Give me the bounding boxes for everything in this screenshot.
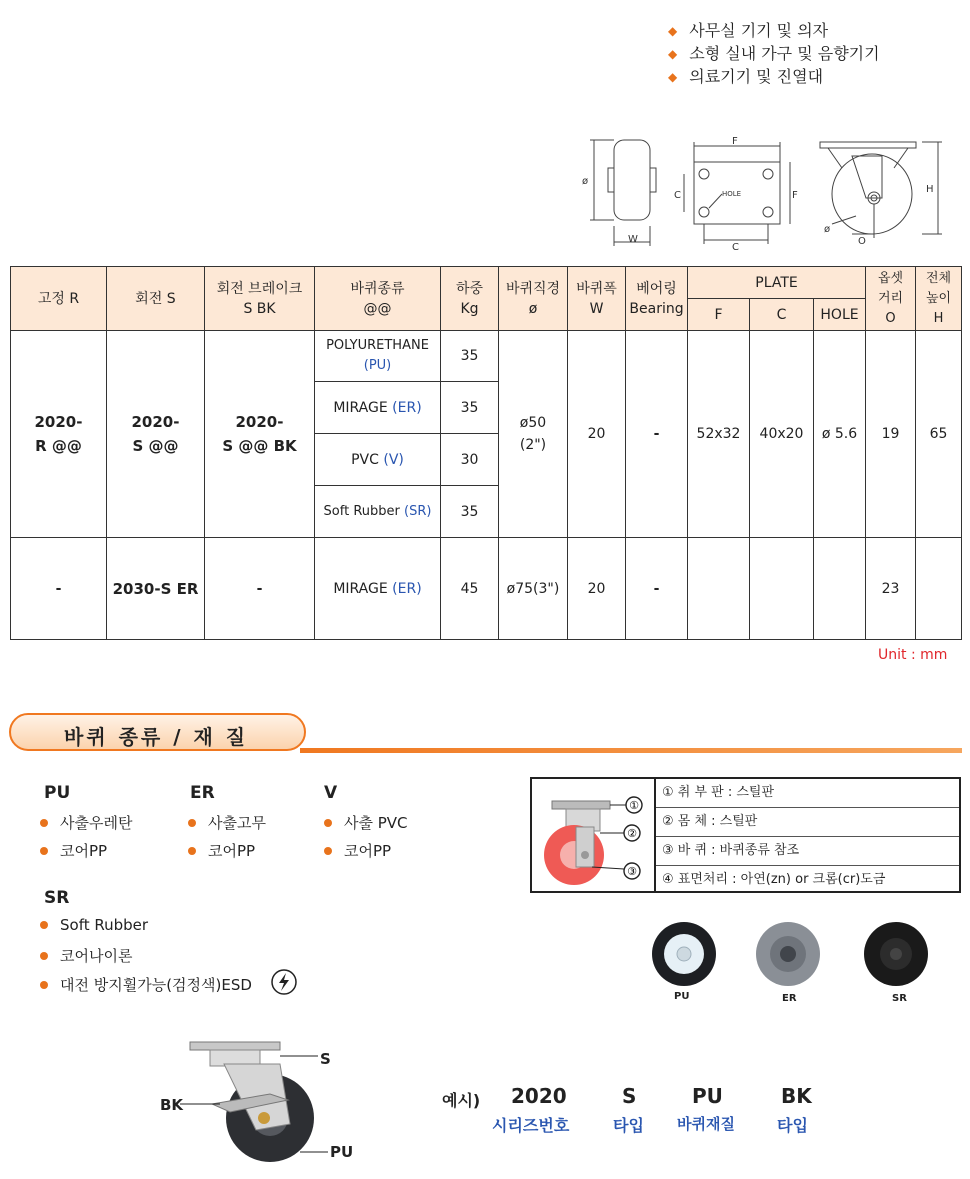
- diamond-bullet-icon: ◆: [668, 70, 678, 84]
- cell-wheel-type: Soft Rubber (SR): [315, 486, 441, 538]
- label-f-top: F: [732, 136, 738, 147]
- cell-plate-c: [750, 538, 814, 640]
- label-phi: ø: [582, 176, 589, 187]
- wheel-sr-label: SR: [892, 993, 907, 1004]
- marker-2: ②: [627, 827, 637, 840]
- label-h: H: [926, 184, 934, 195]
- header-height: 전체 높이 H: [916, 267, 962, 331]
- cell-swivel-model: 2020- S @@: [107, 331, 205, 538]
- cell-diameter: ø75(3"): [499, 538, 568, 640]
- cell-diameter: ø50 (2"): [499, 331, 568, 538]
- cell-wheel-type: MIRAGE (ER): [315, 538, 441, 640]
- header-load: 하중 Kg: [441, 267, 499, 331]
- cell-plate-hole: ø 5.6: [814, 331, 866, 538]
- list-item: 코어나이론: [40, 945, 132, 966]
- list-item: 사출 PVC: [324, 812, 408, 833]
- header-bearing: 베어링 Bearing: [626, 267, 688, 331]
- bullet-icon: [40, 847, 48, 855]
- side-plate-shape: [820, 142, 916, 148]
- header-diameter: 바퀴직경 ø: [499, 267, 568, 331]
- esd-lightning-icon: [270, 968, 298, 996]
- label-phi-side: ø: [824, 224, 831, 235]
- cell-load: 35: [441, 331, 499, 382]
- cell-load: 45: [441, 538, 499, 640]
- cell-plate-hole: [814, 538, 866, 640]
- table-row: [11, 331, 962, 382]
- example-code-series: 2020: [511, 1084, 567, 1108]
- label-bk: BK: [160, 1096, 184, 1114]
- example-code-wheel: PU: [692, 1084, 723, 1108]
- example-meaning-type: 타입: [613, 1116, 644, 1135]
- label-c-bottom: C: [732, 242, 739, 252]
- diamond-bullet-icon: ◆: [668, 47, 678, 61]
- cell-plate-c: 40x20: [750, 331, 814, 538]
- cell-wheel-type: POLYURETHANE (PU): [315, 331, 441, 382]
- cell-wheel-type: MIRAGE (ER): [315, 382, 441, 434]
- cell-width: 20: [568, 331, 626, 538]
- header-wheel-type: 바퀴종류 @@: [315, 267, 441, 331]
- header-offset: 옵셋 거리 O: [866, 267, 916, 331]
- bullet-icon: [324, 847, 332, 855]
- header-plate: PLATE: [688, 267, 866, 299]
- cell-fixed-model: -: [11, 538, 107, 640]
- cell-plate-f: 52x32: [688, 331, 750, 538]
- material-pu-title: PU: [44, 783, 71, 803]
- parts-spec-box: [530, 777, 961, 893]
- list-item: 대전 방지휠가능(검정색)ESD: [40, 974, 252, 995]
- parts-row: ③ 바 퀴 : 바퀴종류 참조: [656, 837, 959, 866]
- wheel-hub-right: [650, 168, 656, 192]
- bullet-icon: [40, 952, 48, 960]
- cell-width: 20: [568, 538, 626, 640]
- bullet-icon: [40, 981, 48, 989]
- header-brake: 회전 브레이크 S BK: [205, 267, 315, 331]
- wheel-pu-label: PU: [674, 991, 690, 1002]
- list-item: Soft Rubber: [40, 916, 148, 934]
- cell-load: 35: [441, 486, 499, 538]
- application-item: ◆ 소형 실내 가구 및 음향기기: [668, 44, 880, 63]
- parts-row: ① 취 부 판 : 스틸판: [656, 779, 959, 808]
- parts-row: ④ 표면처리 : 아연(zn) or 크롬(cr)도금: [662, 872, 886, 887]
- bullet-icon: [40, 819, 48, 827]
- diamond-bullet-icon: ◆: [668, 24, 678, 38]
- marker-1: ①: [629, 799, 639, 812]
- parts-list: [654, 779, 959, 891]
- label-hole: HOLE: [722, 190, 742, 198]
- header-width: 바퀴폭 W: [568, 267, 626, 331]
- cell-brake-model: 2020- S @@ BK: [205, 331, 315, 538]
- cell-height: 65: [916, 331, 962, 538]
- wheel-sr-image: [862, 920, 932, 992]
- bullet-icon: [324, 819, 332, 827]
- label-c-left: C: [674, 190, 681, 201]
- cell-swivel-model: 2030-S ER: [107, 538, 205, 640]
- example-meaning-series: 시리즈번호: [492, 1116, 570, 1135]
- spec-table: [10, 266, 962, 640]
- marker-3: ③: [627, 865, 637, 878]
- list-item: 사출우레탄: [40, 812, 132, 833]
- cell-load: 35: [441, 382, 499, 434]
- list-item: 사출고무: [188, 812, 266, 833]
- header-plate-hole: HOLE: [814, 299, 866, 331]
- cell-height: [916, 538, 962, 640]
- caster-dimension-diagram: [576, 134, 964, 252]
- label-pu: PU: [330, 1143, 354, 1161]
- cell-bearing: -: [626, 331, 688, 538]
- cell-brake-model: -: [205, 538, 315, 640]
- material-er-title: ER: [190, 783, 215, 803]
- application-item: ◆ 의료기기 및 진열대: [668, 67, 824, 86]
- parts-row: ② 몸 체 : 스틸판: [656, 808, 959, 837]
- applications-list: [668, 20, 880, 89]
- header-fixed: 고정 R: [11, 267, 107, 331]
- caster-photo-illustration: [538, 793, 650, 889]
- wheel-er-image: [754, 920, 824, 992]
- side-wheel-shape: [832, 154, 912, 234]
- cell-bearing: -: [626, 538, 688, 640]
- example-meaning-wheel: 바퀴재질: [677, 1115, 735, 1133]
- example-label: 예시): [442, 1091, 481, 1110]
- label-f-right: F: [792, 190, 798, 201]
- table-row: [11, 538, 962, 640]
- wheel-er-label: ER: [782, 993, 797, 1004]
- cell-wheel-type: PVC (V): [315, 434, 441, 486]
- unit-note: Unit : mm: [878, 647, 948, 663]
- application-item: ◆ 사무실 기기 및 의자: [668, 21, 829, 40]
- cell-load: 30: [441, 434, 499, 486]
- cell-offset: 23: [866, 538, 916, 640]
- header-plate-c: C: [750, 299, 814, 331]
- list-item: 코어PP: [324, 840, 391, 861]
- wheel-pu-image: [650, 920, 720, 992]
- cell-offset: 19: [866, 331, 916, 538]
- label-w: W: [628, 234, 638, 245]
- material-sr-title: SR: [44, 888, 70, 908]
- label-o: O: [858, 236, 866, 247]
- wheel-hub-left: [608, 168, 614, 192]
- header-plate-f: F: [688, 299, 750, 331]
- example-code-type: S: [622, 1084, 637, 1108]
- example-meaning-brake: 타입: [777, 1116, 808, 1135]
- example-code-brake: BK: [781, 1084, 812, 1108]
- cell-plate-f: [688, 538, 750, 640]
- cell-fixed-model: 2020- R @@: [11, 331, 107, 538]
- section-divider: [300, 748, 962, 753]
- bullet-icon: [188, 819, 196, 827]
- material-v-title: V: [324, 783, 338, 803]
- bullet-icon: [188, 847, 196, 855]
- list-item: 코어PP: [40, 840, 107, 861]
- bullet-icon: [40, 921, 48, 929]
- label-s: S: [320, 1050, 331, 1068]
- wheel-side-shape: [614, 140, 650, 220]
- header-swivel: 회전 S: [107, 267, 205, 331]
- list-item: 코어PP: [188, 840, 255, 861]
- section-title: 바퀴 종류 / 재 질: [64, 725, 249, 749]
